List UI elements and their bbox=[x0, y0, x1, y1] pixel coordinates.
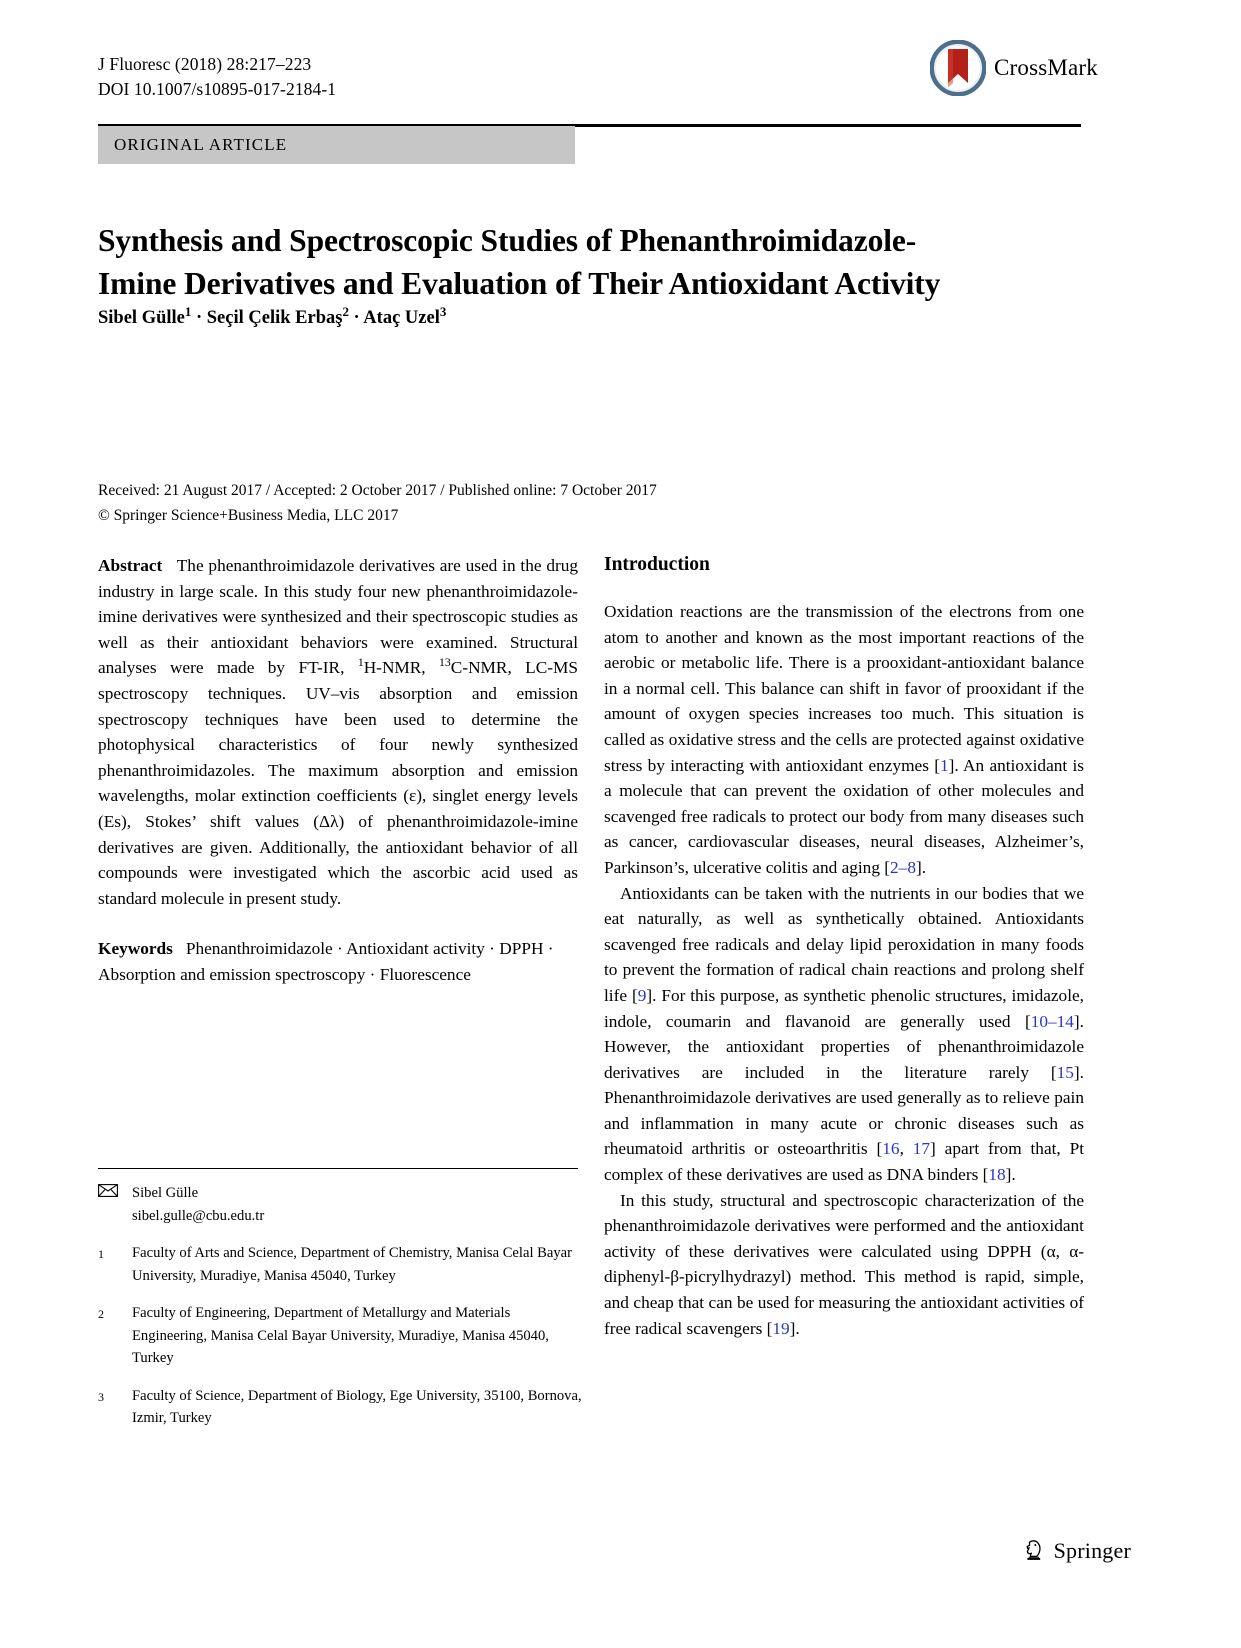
publisher-name: Springer bbox=[1053, 1538, 1131, 1563]
right-column bbox=[604, 553, 1084, 1341]
intro-paragraph-3: In this study, structural and spectroscopic characterization of the phenanthroimidazole derivatives were performed and the antioxidant activity of these derivatives were calculated using DPPH (α, α-diphenyl-β-picrylhydrazyl) method. This method is rapid, simple, and cheap that can be used for measuring the antioxidant activities of free radical scavengers [19]. bbox=[604, 1190, 1084, 1338]
affiliation-item bbox=[98, 1302, 588, 1370]
affiliation-text: Faculty of Arts and Science, Department of Chemistry, Manisa Celal Bayar University, Muradiye, Manisa 45040, Turkey bbox=[132, 1245, 572, 1284]
received-accepted-line: Received: 21 August 2017 / Accepted: 2 October 2017 / Published online: 7 October 2017 bbox=[98, 482, 657, 499]
keywords-text: Phenanthroimidazole · Antioxidant activity · DPPH · Absorption and emission spectroscopy · Fluorescence bbox=[98, 939, 554, 984]
article-type-label: ORIGINAL ARTICLE bbox=[114, 135, 288, 154]
left-column bbox=[98, 553, 578, 988]
intro-paragraph-2: Antioxidants can be taken with the nutrients in our bodies that we eat naturally, as well as synthetically obtained. Antioxidants scavenged free radicals and delay lipid peroxidation in many foods to prevent the formation of radical chain reactions and prolong shelf life [9]. For this purpose, as synthetic phenolic structures, imidazole, indole, coumarin and flavanoid are generally used [10–14]. However, the antioxidant properties of phenanthroimidazole derivatives are included in the literature rarely [15]. Phenanthroimidazole derivatives are used generally as to relieve pain and inflammation in many acute or chronic diseases such as rheumatoid arthritis or osteoarthritis [16, 17] apart from that, Pt complex of these derivatives are used as DNA binders [18]. bbox=[604, 883, 1085, 1185]
affiliation-marker: 1 bbox=[98, 1247, 104, 1261]
article-type-banner bbox=[98, 126, 575, 164]
journal-citation-line: J Fluoresc (2018) 28:217–223 bbox=[98, 54, 312, 74]
keywords-label: Keywords bbox=[98, 939, 173, 959]
page-title: Synthesis and Spectroscopic Studies of Phenanthroimidazole-Imine Derivatives and Evaluation of Their Antioxidant Activity bbox=[98, 223, 941, 302]
affiliation-marker: 2 bbox=[98, 1307, 104, 1321]
affiliation-text: Faculty of Engineering, Department of Metallurgy and Materials Engineering, Manisa Celal Bayar University, Muradiye, Manisa 45040, Turkey bbox=[132, 1305, 549, 1366]
page-header bbox=[98, 52, 1098, 120]
footnote-area bbox=[98, 1182, 588, 1445]
affiliation-item bbox=[98, 1242, 588, 1287]
envelope-icon bbox=[98, 1182, 132, 1227]
introduction-body bbox=[604, 599, 1084, 1341]
corresponding-author-block bbox=[98, 1182, 588, 1227]
doi-line: DOI 10.1007/s10895-017-2184-1 bbox=[98, 79, 337, 99]
springer-knight-icon bbox=[1021, 1538, 1047, 1564]
affiliation-text: Faculty of Science, Department of Biology, Ege University, 35100, Bornova, Izmir, Turkey bbox=[132, 1387, 582, 1426]
intro-paragraph-1: Oxidation reactions are the transmission of the electrons from one atom to another and known as the most important reactions of the aerobic or metabolic life. There is a prooxidant-antioxidant balance in a normal cell. This balance can shift in favor of prooxidant if the amount of oxygen species increases too much. This situation is called as oxidative stress and the cells are protected against oxidative stress by interacting with antioxidant enzymes [1]. An antioxidant is a molecule that can prevent the oxidation of other molecules and scavenged free radicals to protect our body from many diseases such as cancer, cardiovascular diseases, neural diseases, Alzheimer’s, Parkinson’s, ulcerative colitis and aging [2–8]. bbox=[604, 602, 1084, 877]
abstract-paragraph bbox=[98, 553, 578, 911]
publisher-logo bbox=[1021, 1538, 1131, 1564]
abstract-text: The phenanthroimidazole derivatives are used in the drug industry in large scale. In this study four new phenanthroimidazole-imine derivatives were synthesized and their spectroscopic studies as well as their antioxidant behaviors were examined. Structural analyses were made by FT-IR, $^1$H-NMR, $^{13}$C-NMR, LC-MS spectroscopy techniques. UV–vis absorption and emission spectroscopy techniques have been used to determine the photophysical characteristics of four newly synthesized phenanthroimidazoles. The maximum absorption and emission wavelengths, molar extinction coefficients (ε), singlet energy levels (Es), Stokes’ shift values (Δλ) of phenanthroimidazole-imine derivatives are given. Additionally, the antioxidant behavior of all compounds were investigated which the ascorbic acid used as standard molecule in present study. bbox=[98, 556, 578, 908]
abstract-label: Abstract bbox=[98, 556, 163, 575]
keywords-block bbox=[98, 936, 578, 987]
affiliation-item bbox=[98, 1385, 588, 1430]
author-list: Sibel Gülle$^1$ · Seçil Çelik Erbaş$^2$ · Ataç Uzel$^3$ bbox=[98, 303, 447, 328]
crossmark-icon bbox=[930, 40, 986, 96]
envelope-glyph bbox=[98, 1184, 118, 1197]
corresponding-author-name: Sibel Gülle bbox=[132, 1185, 199, 1201]
abstract-block bbox=[98, 553, 578, 911]
crossmark-label: CrossMark bbox=[993, 55, 1098, 80]
section-heading-introduction: Introduction bbox=[604, 554, 710, 575]
footnote-divider bbox=[98, 1168, 578, 1169]
publication-dates bbox=[98, 478, 988, 528]
corresponding-author-email[interactable]: sibel.gulle@cbu.edu.tr bbox=[132, 1207, 265, 1224]
affiliation-marker: 3 bbox=[98, 1389, 104, 1404]
corresponding-author-details bbox=[132, 1182, 588, 1227]
copyright-line: © Springer Science+Business Media, LLC 2017 bbox=[98, 507, 399, 524]
crossmark-badge[interactable] bbox=[930, 40, 1098, 96]
